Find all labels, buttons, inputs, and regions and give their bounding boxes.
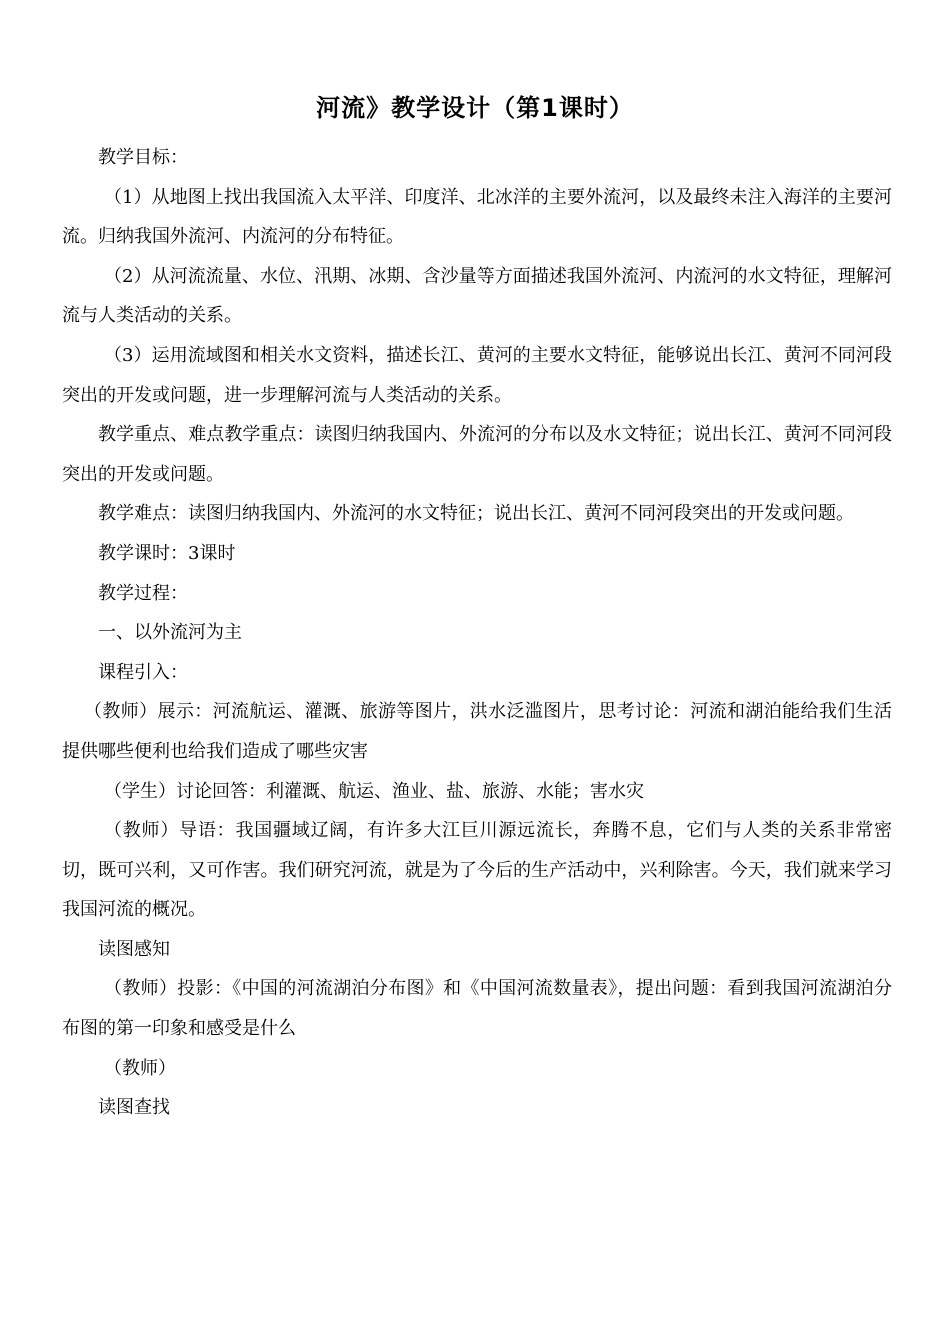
paragraph-student-answer: （学生）讨论回答：利灌溉、航运、渔业、盐、旅游、水能；害水灾 [104, 780, 644, 802]
paragraph-teacher-projection: （教师）投影：《中国的河流湖泊分布图》和《中国河流数量表》，提出问题：看到我国河流湖泊分布图的第一印象和感受是什么 [62, 978, 892, 1040]
paragraph-objective-2: （2）从河流流量、水位、汛期、冰期、含沙量等方面描述我国外流河、内流河的水文特征，理解河流与人类活动的关系。 [62, 265, 892, 327]
paragraph-difficulties: 教学难点：读图归纳我国内、外流河的水文特征；说出长江、黄河不同河段突出的开发或问题。 [98, 503, 854, 525]
paragraph-objective-1: （1）从地图上找出我国流入太平洋、印度洋、北冰洋的主要外流河，以及最终未注入海洋的主要河流。归纳我国外流河、内流河的分布特征。 [62, 186, 892, 248]
paragraph-objective-3: （3）运用流域图和相关水文资料，描述长江、黄河的主要水文特征，能够说出长江、黄河不同河段突出的开发或问题，进一步理解河流与人类活动的关系。 [62, 344, 892, 406]
paragraph-map-search: 读图查找 [98, 1097, 170, 1119]
paragraph-section-one: 一、以外流河为主 [98, 622, 242, 644]
paragraph-intro-heading: 课程引入： [98, 661, 188, 683]
paragraph-process-heading: 教学过程： [98, 582, 188, 604]
document-title: 河流》教学设计（第1课时） [316, 94, 634, 122]
paragraph-teacher: （教师） [104, 1057, 176, 1079]
paragraph-teacher-show: （教师）展示：河流航运、灌溉、旅游等图片，洪水泛滥图片，思考讨论：河流和湖泊能给我们生活提供哪些便利也给我们造成了哪些灾害 [62, 701, 892, 762]
document-body [62, 138, 892, 1128]
paragraph-class-hours: 教学课时：3课时 [98, 542, 236, 564]
paragraph-map-perception: 读图感知 [98, 938, 170, 960]
paragraph-key-points: 教学重点、难点教学重点：读图归纳我国内、外流河的分布以及水文特征；说出长江、黄河不同河段突出的开发或问题。 [62, 424, 892, 485]
paragraph-teacher-intro: （教师）导语：我国疆域辽阔，有许多大江巨川源远流长，奔腾不息，它们与人类的关系非常密切，既可兴利，又可作害。我们研究河流，就是为了今后的生产活动中，兴利除害。今天，我们就来学习我国河流的概况。 [62, 820, 892, 921]
paragraph-objectives-heading: 教学目标： [98, 147, 188, 168]
